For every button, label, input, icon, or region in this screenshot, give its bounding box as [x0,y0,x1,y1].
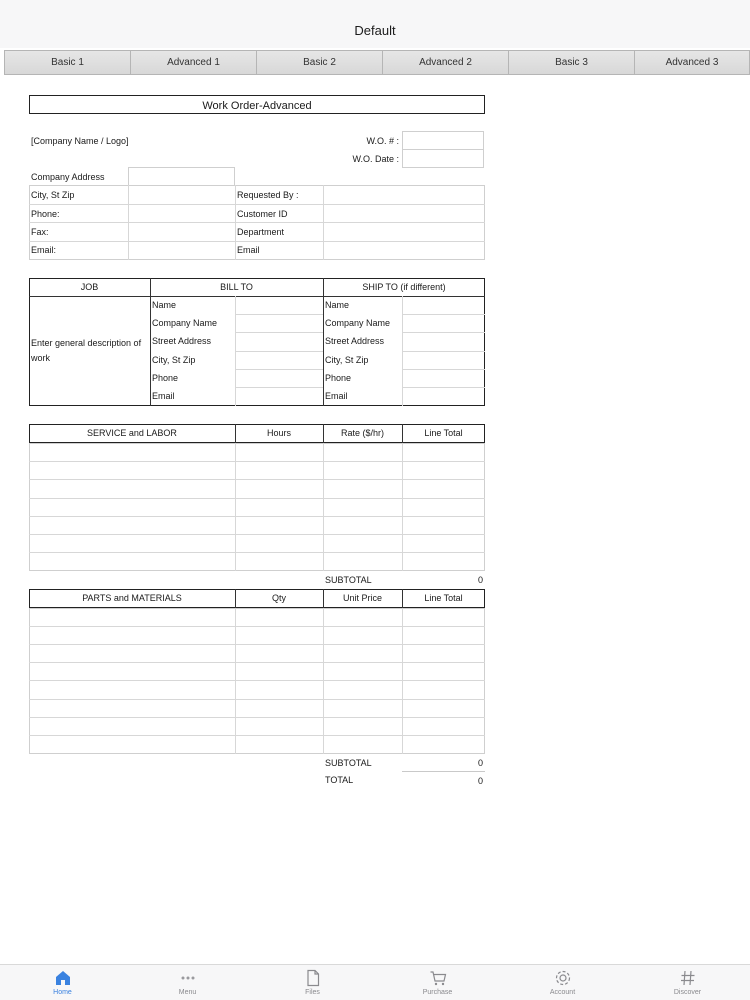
email-label: Email: [31,245,57,255]
requested-by-label: Requested By : [237,190,299,200]
city-label: City, St Zip [31,190,75,200]
parts-subtotal-value[interactable]: 0 [477,758,483,768]
hours-header: Hours [266,428,291,438]
total-value[interactable]: 0 [477,776,483,786]
document-title: Default [354,23,396,38]
nav-account[interactable] [500,965,625,1000]
form-title: Work Order-Advanced [202,100,312,112]
qty-header: Qty [271,593,286,603]
fax-label: Fax: [31,227,49,237]
company-name-logo[interactable]: [Company Name / Logo] [31,136,129,146]
ship-phone-label: Phone [325,373,352,383]
wo-date-label: W.O. Date : [352,154,399,164]
nav-discover[interactable] [625,965,750,1000]
job-header: JOB [80,282,99,292]
ship-street-label: Street Address [325,336,385,346]
nav-menu[interactable] [125,965,250,1000]
service-line-total-header: Line Total [424,428,463,438]
tab-basic-1[interactable]: Basic 1 [4,50,131,75]
ship-company-label: Company Name [325,318,391,328]
company-address-label: Company Address [31,172,105,182]
home-icon [54,969,72,987]
menu-dots-icon [179,969,197,987]
bottom-tab-bar [0,964,750,1000]
rate-header: Rate ($/hr) [340,428,384,438]
nav-home-label: Home [53,989,72,996]
nav-files-label: Files [305,989,320,996]
nav-account-label: Account [549,989,576,996]
bill-to-header: BILL TO [220,282,253,292]
service-subtotal-value[interactable]: 0 [477,575,483,585]
ship-email-label: Email [325,391,348,401]
wo-number-label: W.O. # : [366,136,399,146]
nav-menu-label: Menu [178,989,197,996]
bill-email-label: Email [152,391,175,401]
parts-materials-header: PARTS and MATERIALS [82,593,182,603]
bill-name-label: Name [152,300,177,310]
gear-icon [554,969,572,987]
tab-advanced-1[interactable]: Advanced 1 [131,50,257,75]
bill-phone-label: Phone [152,373,179,383]
form-title-cell[interactable] [29,95,485,114]
bill-city-label: City, St Zip [152,355,196,365]
sheet-tabs [4,50,750,75]
parts-subtotal-label: SUBTOTAL [325,758,372,768]
job-description[interactable]: Enter general description of [31,338,142,348]
unit-price-header: Unit Price [342,593,382,603]
service-labor-header: SERVICE and LABOR [87,428,177,438]
requester-email-label: Email [237,245,260,255]
nav-purchase[interactable] [375,965,500,1000]
title-bar [0,0,750,48]
spreadsheet[interactable] [0,76,750,964]
ship-name-label: Name [325,300,350,310]
bill-street-label: Street Address [152,336,212,346]
cart-icon [429,969,447,987]
tab-advanced-2[interactable]: Advanced 2 [383,50,509,75]
parts-rows[interactable] [29,608,485,754]
customer-id-label: Customer ID [237,209,288,219]
ship-to-header: SHIP TO (if different) [362,282,446,292]
department-label: Department [237,227,285,237]
nav-purchase-label: Purchase [422,989,453,996]
nav-discover-label: Discover [673,989,702,996]
company-address-field[interactable] [128,167,235,186]
tab-advanced-3[interactable]: Advanced 3 [635,50,750,75]
service-subtotal-label: SUBTOTAL [325,575,372,585]
ship-city-label: City, St Zip [325,355,369,365]
total-label: TOTAL [325,775,354,785]
parts-line-total-header: Line Total [424,593,463,603]
nav-files[interactable] [250,965,375,1000]
phone-label: Phone: [31,209,60,219]
tab-basic-3[interactable]: Basic 3 [509,50,635,75]
file-icon [304,969,322,987]
wo-date-field[interactable] [402,149,484,168]
bill-company-label: Company Name [152,318,218,328]
wo-number-field[interactable] [402,131,484,150]
hash-icon [679,969,697,987]
job-description-cont: work [31,353,51,363]
nav-home[interactable] [0,965,125,1000]
tab-basic-2[interactable]: Basic 2 [257,50,383,75]
